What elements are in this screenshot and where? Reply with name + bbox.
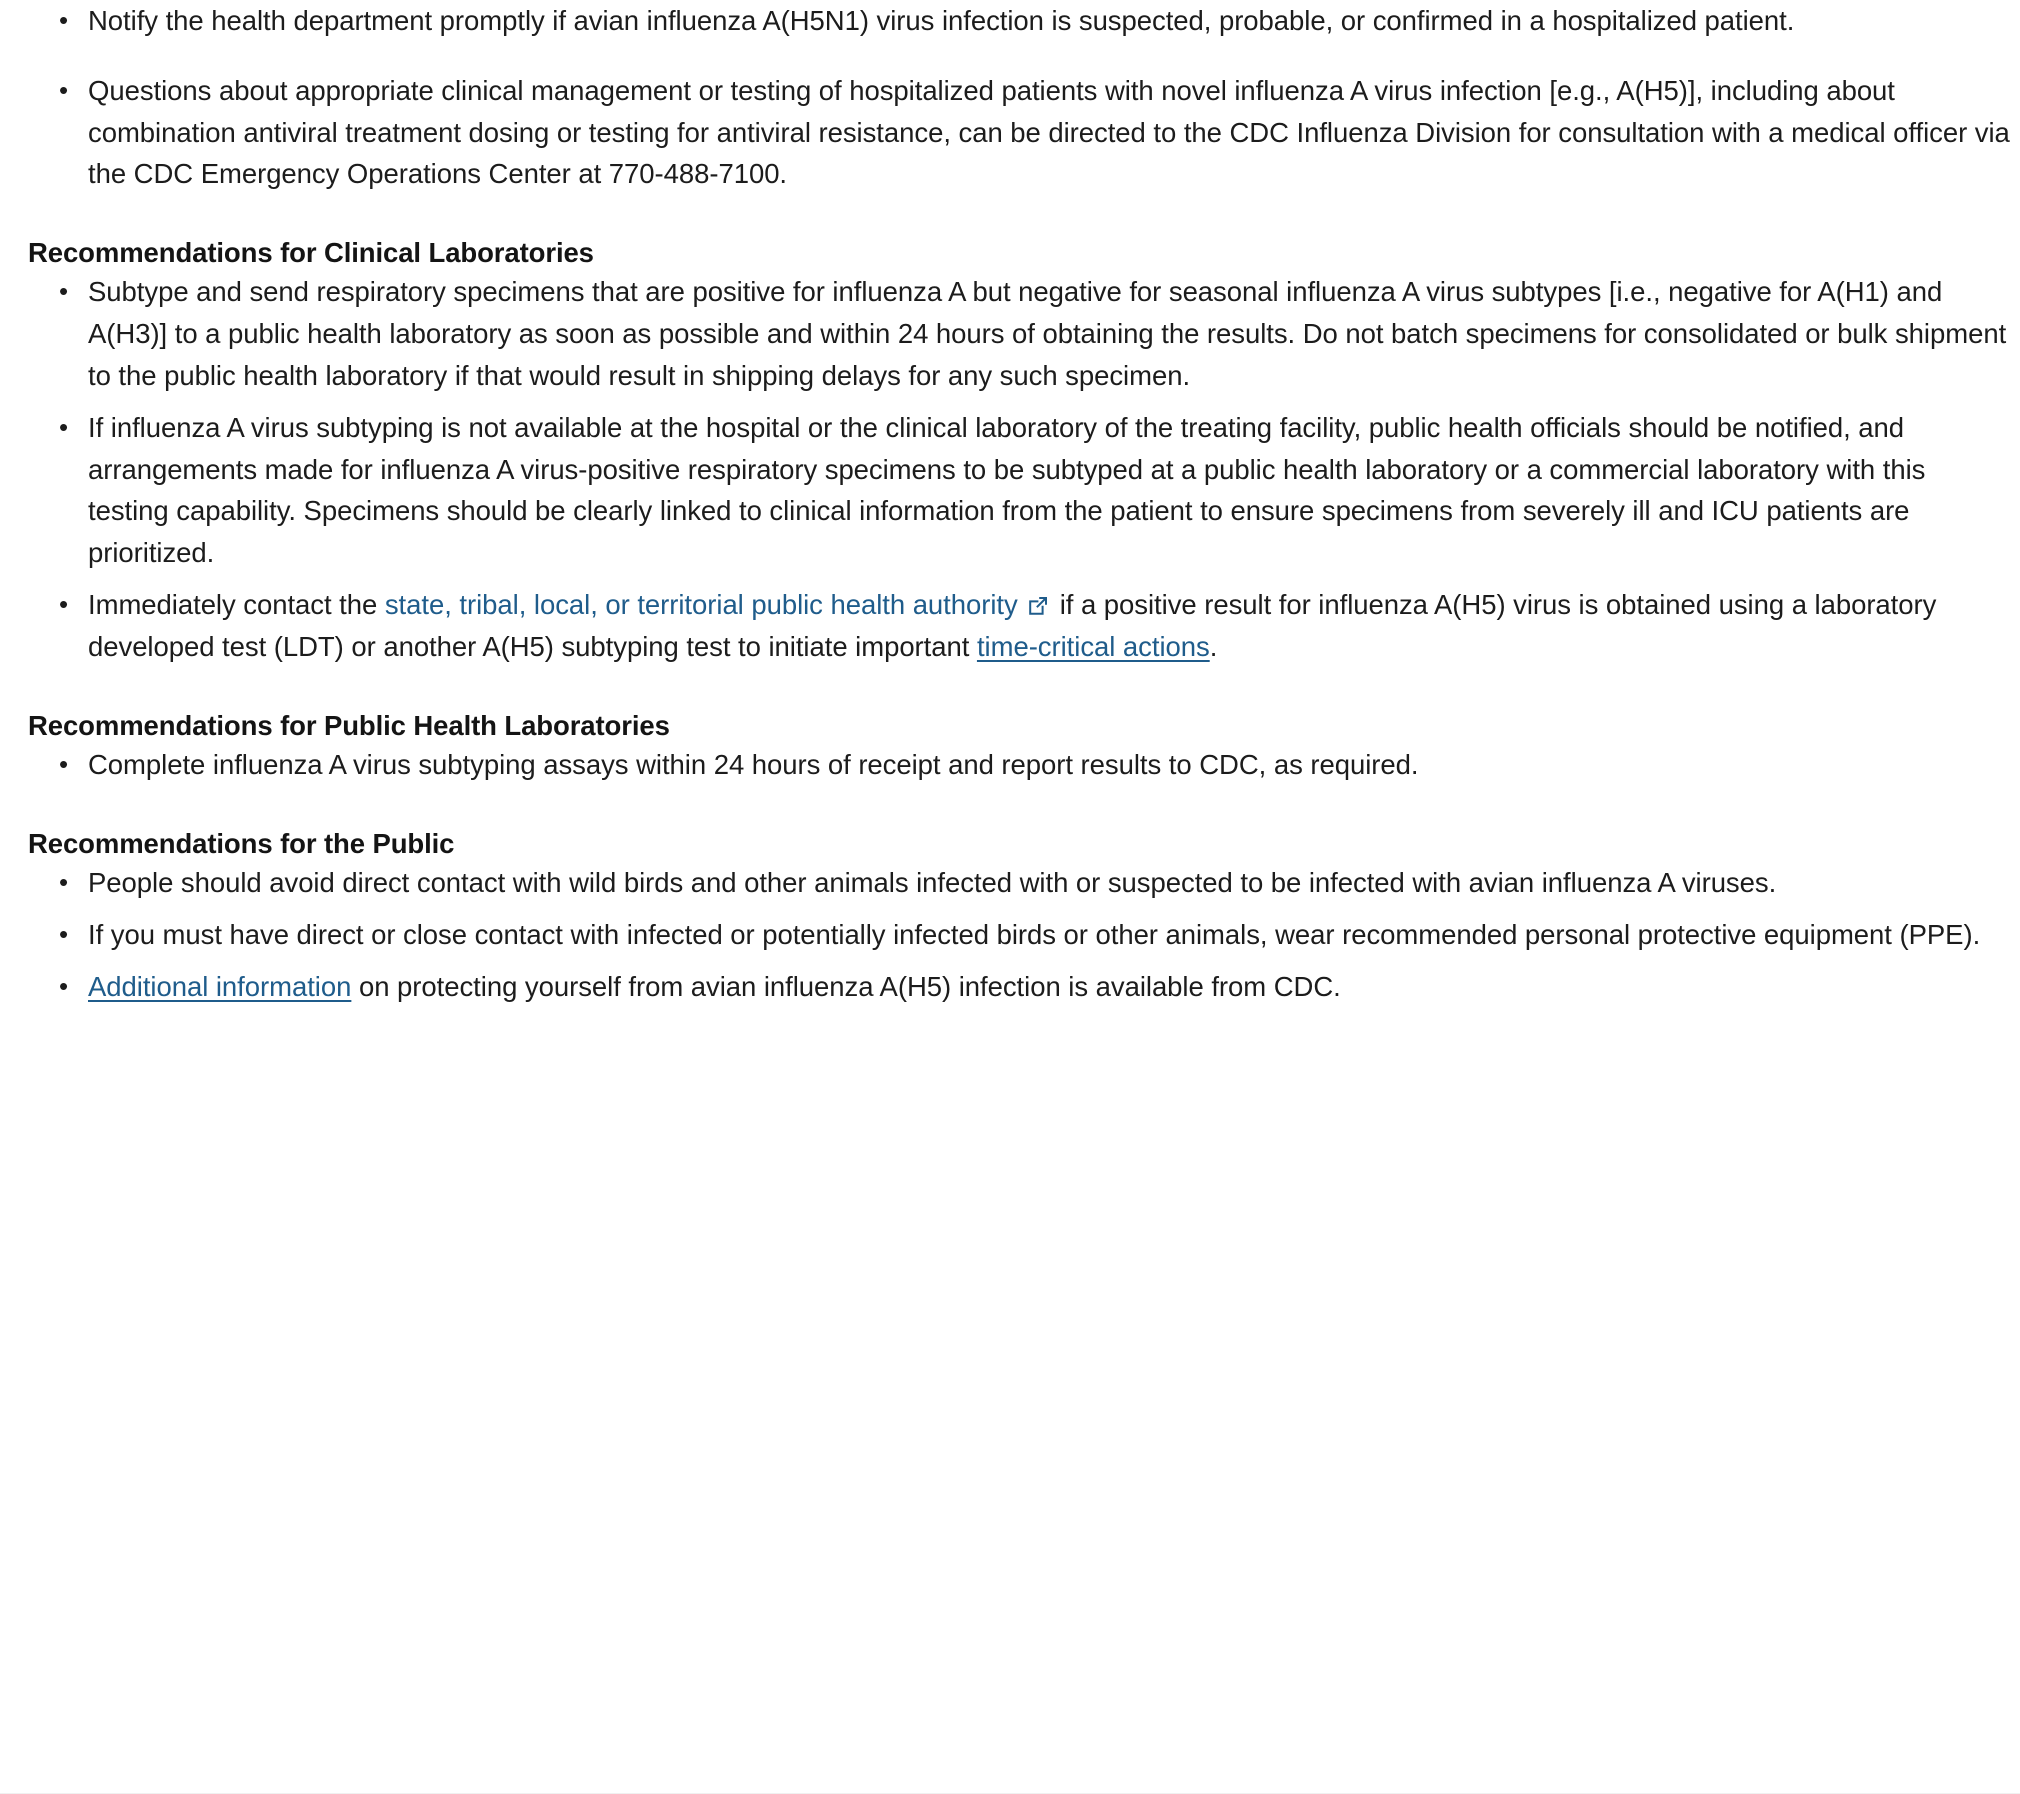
link-time-critical-actions[interactable]: time-critical actions [976,630,1210,662]
bullet-text: People should avoid direct contact with wild birds and other animals infected with or suspected to be infected with avian influenza A viruses. [88,867,1777,899]
bullet-text: If influenza A virus subtyping is not available at the hospital or the clinical laboratory of the treating facility, public health officials should be notified, and arrangements made for influenza A virus-positive respiratory specimens to be subtyped at a public health laboratory or a commercial laboratory with this testing capability. Specimens should be clearly linked to clinical information from the patient to ensure specimens from severely ill and ICU patients are prioritized. [88,411,1926,569]
list-item [28,271,2010,396]
external-link-icon [1026,594,1050,618]
list-item [28,407,2010,574]
list-item-additional-information [28,966,2010,1008]
list-item [28,914,2010,956]
bullet-middle-text: if a positive result for influenza A(H5) virus is obtained using a laboratory developed test (LDT) or another A(H5) subtyping test to initiate important [88,589,1937,662]
list-item [28,862,2010,904]
bullet-trailing-text: . [1209,630,1218,662]
bullet-text: Subtype and send respiratory specimens that are positive for influenza A but negative for seasonal influenza A virus subtypes [i.e., negative for A(H1) and A(H3)] to a public health laboratory as soon as possible and within 24 hours of obtaining the results. Do not batch specimens for consolidated or bulk shipment to the public health laboratory if that would result in shipping delays for any such specimen. [88,276,2007,392]
bullet-text: Complete influenza A virus subtyping assays within 24 hours of receipt and report results to CDC, as required. [88,748,1419,780]
list-item [28,70,2010,195]
top-recommendations-list [28,0,2010,195]
list-item [28,744,2010,786]
bullet-text: Notify the health department promptly if avian influenza A(H5N1) virus infection is suspected, probable, or confirmed in a hospitalized patient. [88,5,1795,36]
link-public-health-authority[interactable]: state, tribal, local, or territorial public health authority [384,589,1018,621]
public-health-laboratories-list [28,744,2010,786]
heading-clinical-laboratories: Recommendations for Clinical Laboratories [28,237,594,269]
heading-recommendations-for-public: Recommendations for the Public [28,827,455,859]
heading-public-health-laboratories: Recommendations for Public Health Laboratories [28,709,670,741]
bullet-text: If you must have direct or close contact with infected or potentially infected birds or other animals, wear recommended personal protective equipment (PPE). [88,918,1981,950]
public-recommendations-list [28,862,2010,1007]
list-item-contact-authority [28,584,2010,668]
bullet-text: Questions about appropriate clinical management or testing of hospitalized patients with novel influenza A virus infection [e.g., A(H5)], including about combination antiviral treatment dosing or testing for antiviral resistance, can be directed to the CDC Influenza Division for consultation with a medical officer via the CDC Emergency Operations Center at 770-488-7100. [88,74,2010,190]
list-item [28,0,2010,42]
clinical-laboratories-list [28,271,2010,667]
bullet-trailing-text: on protecting yourself from avian influenza A(H5) infection is available from CDC. [351,970,1341,1002]
link-additional-information[interactable]: Additional information [88,970,352,1002]
bullet-lead-text: Immediately contact the [88,589,385,621]
